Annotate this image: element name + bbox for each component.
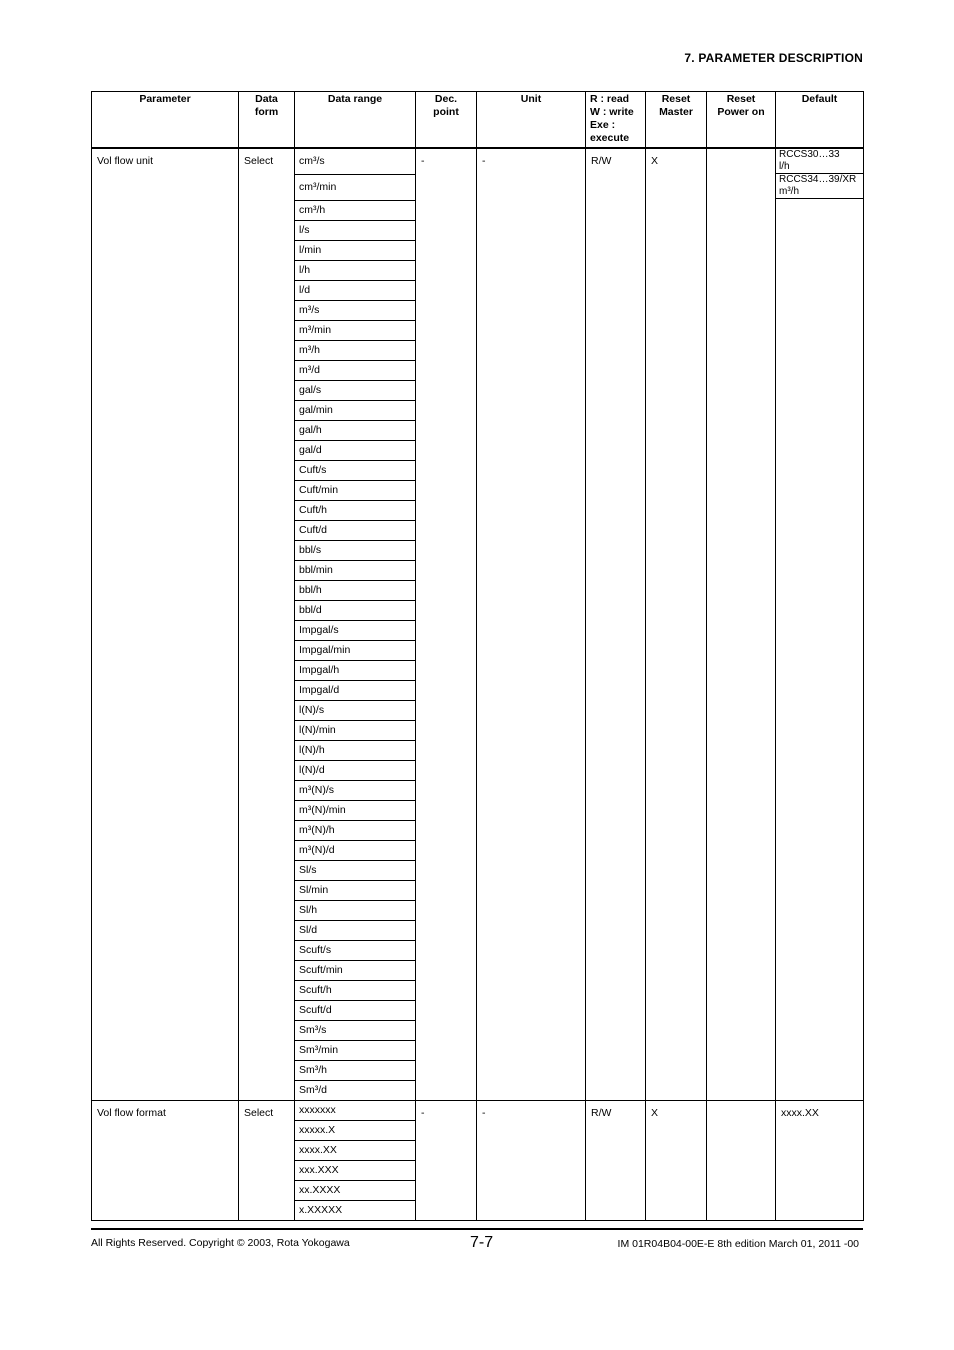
column-header-dec-point: Dec. point [416, 92, 477, 149]
data-range-option: cm³/h [295, 201, 415, 221]
reset-power-on-cell [707, 1101, 776, 1221]
section-title: 7. PARAMETER DESCRIPTION [684, 51, 863, 65]
reset-master-cell: X [646, 148, 707, 1101]
data-range-cell [295, 1101, 416, 1221]
data-range-option: Scuft/d [295, 1001, 415, 1021]
dec-point-cell: - [416, 148, 477, 1101]
data-range-option: bbl/d [295, 601, 415, 621]
data-range-option: l(N)/min [295, 721, 415, 741]
data-range-option: Scuft/h [295, 981, 415, 1001]
data-range-option: Cuft/h [295, 501, 415, 521]
column-header-reset-power-on: Reset Power on [707, 92, 776, 149]
data-range-option: Sl/min [295, 881, 415, 901]
data-range-option: Cuft/d [295, 521, 415, 541]
data-range-option: Sm³/d [299, 1084, 328, 1096]
data-range-cell [295, 148, 416, 1101]
default-cell [776, 1101, 864, 1221]
read-write-cell: R/W [586, 148, 646, 1101]
column-header-data-form: Data form [239, 92, 295, 149]
data-range-option: cm³/s [295, 149, 415, 175]
data-range-option: Impgal/min [295, 641, 415, 661]
data-range-option: xxxx.XX [295, 1141, 415, 1161]
table-row [92, 148, 864, 1101]
data-range-option: l(N)/h [295, 741, 415, 761]
read-write-cell: R/W [586, 1101, 646, 1221]
data-range-option: l(N)/s [295, 701, 415, 721]
unit-cell: - [477, 1101, 586, 1221]
table-row [92, 1101, 864, 1221]
column-header-data-range: Data range [295, 92, 416, 149]
data-range-option: gal/min [295, 401, 415, 421]
data-range-option: Impgal/h [295, 661, 415, 681]
data-range-option: bbl/h [295, 581, 415, 601]
unit-cell: - [477, 148, 586, 1101]
column-header-read-write: R : read W : write Exe : execute [586, 92, 646, 149]
column-header-reset-master: Reset Master [646, 92, 707, 149]
footer-copyright: All Rights Reserved. Copyright © 2003, Rota Yokogawa [91, 1237, 350, 1249]
data-range-option: l(N)/d [295, 761, 415, 781]
data-range-option: Scuft/s [295, 941, 415, 961]
data-range-option: m³/h [295, 341, 415, 361]
parameter-name-cell: Vol flow format [92, 1101, 239, 1221]
data-range-option: Sl/d [295, 921, 415, 941]
data-range-option: gal/s [295, 381, 415, 401]
data-range-option: Cuft/s [295, 461, 415, 481]
data-range-option: l/min [295, 241, 415, 261]
footer-divider [91, 1228, 863, 1230]
data-range-option: cm³/min [295, 175, 415, 201]
data-range-option: Sm³/h [295, 1061, 415, 1081]
data-range-option: xx.XXXX [295, 1181, 415, 1201]
data-range-option: Cuft/min [295, 481, 415, 501]
data-range-option: Sl/h [295, 901, 415, 921]
data-range-option: Sm³/s [295, 1021, 415, 1041]
column-header-unit: Unit [477, 92, 586, 149]
dec-point-cell: - [416, 1101, 477, 1221]
data-range-option: m³/min [295, 321, 415, 341]
default-value: RCCS30…33 l/h [776, 149, 863, 174]
data-form-cell: Select [239, 1101, 295, 1221]
footer-document-id: IM 01R04B04-00E-E 8th edition March 01, 2011 -00 [617, 1238, 859, 1250]
default-value: xxxx.XX [781, 1107, 819, 1119]
parameter-name-cell: Vol flow unit [92, 148, 239, 1101]
data-range-option: Sm³/min [295, 1041, 415, 1061]
table-header-row [92, 92, 864, 149]
data-range-option: xxxxx.X [295, 1121, 415, 1141]
data-range-option: m³(N)/h [295, 821, 415, 841]
data-range-option: m³/s [295, 301, 415, 321]
data-range-option: bbl/s [295, 541, 415, 561]
column-header-parameter: Parameter [92, 92, 239, 149]
default-cell [776, 148, 864, 1101]
data-range-option: m³/d [295, 361, 415, 381]
footer-page-number: 7-7 [470, 1234, 494, 1251]
data-form-cell: Select [239, 148, 295, 1101]
data-range-option: Scuft/min [295, 961, 415, 981]
data-range-option: l/s [295, 221, 415, 241]
default-value: RCCS34…39/XR m³/h [776, 174, 863, 199]
data-range-option: m³(N)/d [295, 841, 415, 861]
data-range-option: gal/h [295, 421, 415, 441]
data-range-option: xxx.XXX [295, 1161, 415, 1181]
reset-power-on-cell [707, 148, 776, 1101]
data-range-option: m³(N)/min [295, 801, 415, 821]
data-range-option: Sl/s [295, 861, 415, 881]
data-range-option: x.XXXXX [299, 1204, 343, 1216]
data-range-option: gal/d [295, 441, 415, 461]
reset-master-cell: X [646, 1101, 707, 1221]
data-range-option: xxxxxxx [295, 1101, 415, 1121]
data-range-option: bbl/min [295, 561, 415, 581]
data-range-option: l/d [295, 281, 415, 301]
data-range-option: l/h [295, 261, 415, 281]
data-range-option: m³(N)/s [295, 781, 415, 801]
data-range-option: Impgal/d [295, 681, 415, 701]
parameter-table [91, 91, 864, 1221]
column-header-default: Default [776, 92, 864, 149]
data-range-option: Impgal/s [295, 621, 415, 641]
